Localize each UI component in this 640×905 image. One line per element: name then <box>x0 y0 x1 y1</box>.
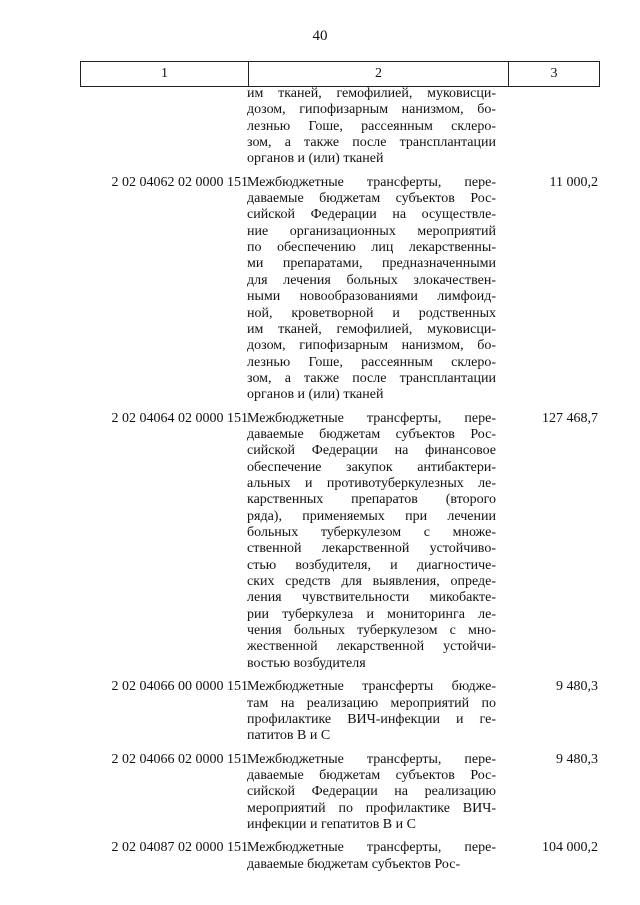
description-line: рии туберкулеза и мониторинга ле- <box>247 606 496 622</box>
budget-code: 2 02 04087 02 0000 151 <box>111 840 248 856</box>
description-line: инфекции и гепатитов В и С <box>247 817 416 833</box>
description-line: ских средств для выявления, опреде- <box>247 574 496 590</box>
budget-code: 2 02 04066 00 0000 151 <box>111 679 248 695</box>
description-line: ние организационных мероприятий <box>247 223 496 239</box>
column-header-3: 3 <box>550 66 558 81</box>
description-line: даваемые бюджетам субъектов Рос- <box>247 426 496 442</box>
description-line: ственной лекарственной устойчиво- <box>247 541 496 557</box>
description-line: стью возбудителя, и диагностиче- <box>247 557 496 573</box>
description-line: сийской Федерации на осуществле- <box>247 207 496 223</box>
column-header-2: 2 <box>375 66 382 81</box>
description-line: ления чувствительности микобакте- <box>247 590 496 606</box>
description-line: по обеспечению лиц лекарственны- <box>247 240 496 256</box>
description-line: им тканей, гемофилией, муковисци- <box>247 321 496 337</box>
row-description <box>247 679 496 744</box>
description-line: даваемые бюджетам субъектов Рос- <box>247 856 461 872</box>
budget-code: 2 02 04064 02 0000 151 <box>111 410 248 426</box>
description-line: карственных препаратов (второго <box>247 492 496 508</box>
description-line: Межбюджетные трансферты, пере- <box>247 174 496 190</box>
description-line: даваемые бюджетам субъектов Рос- <box>247 191 496 207</box>
description-line: ми препаратами, предназначенными <box>247 256 496 272</box>
description-line: обеспечение закупок антибактери- <box>247 459 496 475</box>
description-line: Межбюджетные трансферты, пере- <box>247 840 496 856</box>
description-line: для лечения больных злокачествен- <box>247 272 496 288</box>
row-description <box>247 752 496 834</box>
description-line: даваемые бюджетам субъектов Рос- <box>247 767 496 783</box>
description-line: зом, а также после трансплантации <box>247 370 496 386</box>
description-line: лезнью Гоше, рассеянным склеро- <box>247 118 496 134</box>
amount-value: 9 480,3 <box>556 751 598 767</box>
description-line: ными новообразованиями лимфоид- <box>247 289 496 305</box>
description-line: мероприятий по профилактике ВИЧ- <box>247 800 496 816</box>
amount-value: 104 000,2 <box>542 840 598 856</box>
description-line: Межбюджетные трансферты, пере- <box>247 751 496 767</box>
row-description <box>247 411 496 673</box>
row-description <box>247 86 496 168</box>
budget-code: 2 02 04066 02 0000 151 <box>111 751 248 767</box>
description-line: ной, кроветворной и родственных <box>247 305 496 321</box>
description-line: чения больных туберкулезом с мно- <box>247 623 496 639</box>
column-header-row <box>80 61 600 87</box>
description-line: органов и (или) тканей <box>247 387 384 403</box>
amount-value: 9 480,3 <box>556 679 598 695</box>
description-line: жественной лекарственной устойчи- <box>247 639 496 655</box>
description-line: сийской Федерации на реализацию <box>247 784 496 800</box>
description-line: востью возбудителя <box>247 655 366 671</box>
budget-code: 2 02 04062 02 0000 151 <box>111 174 248 190</box>
description-line: дозом, гипофизарным нанизмом, бо- <box>247 338 496 354</box>
description-line: сийской Федерации на финансовое <box>247 443 496 459</box>
row-description <box>247 175 496 404</box>
description-line: альных и противотуберкулезных ле- <box>247 476 496 492</box>
description-line: там на реализацию мероприятий по <box>247 695 496 711</box>
description-line: Межбюджетные трансферты бюдже- <box>247 679 496 695</box>
description-line: Межбюджетные трансферты, пере- <box>247 410 496 426</box>
description-line: больных туберкулезом с множе- <box>247 525 496 541</box>
amount-value: 11 000,2 <box>549 174 598 190</box>
description-line: органов и (или) тканей <box>247 151 384 167</box>
description-line: профилактике ВИЧ-инфекции и ге- <box>247 711 496 727</box>
description-line: ряда), применяемых при лечении <box>247 508 496 524</box>
description-line: им тканей, гемофилией, муковисци- <box>247 86 496 101</box>
description-line: дозом, гипофизарным нанизмом, бо- <box>247 102 496 118</box>
description-line: патитов В и С <box>247 728 331 744</box>
description-line: лезнью Гоше, рассеянным склеро- <box>247 354 496 370</box>
amount-value: 127 468,7 <box>542 410 598 426</box>
page-number: 40 <box>312 28 328 44</box>
description-line: зом, а также после трансплантации <box>247 135 496 151</box>
column-header-1: 1 <box>161 66 168 81</box>
row-description <box>247 840 496 873</box>
